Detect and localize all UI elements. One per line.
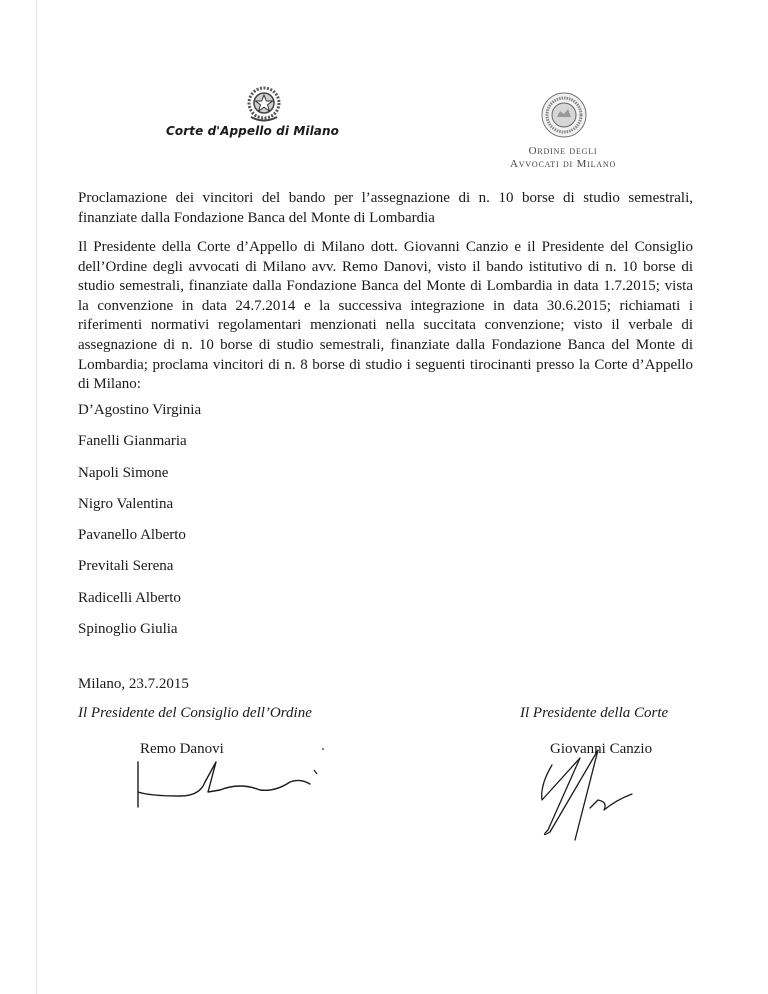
order-name-line1: Ordine degli <box>528 145 598 157</box>
signatory-name-order: Remo Danovi <box>140 741 224 757</box>
document-subject: Proclamazione dei vincitori del bando per l’assegnazione di n. 10 borse di studio semestrali, finanziate dalla Fondazione Banca del Monte di Lombardia <box>78 190 693 226</box>
signatory-role-order: Il Presidente del Consiglio dell’Ordine <box>78 705 312 721</box>
handwritten-signature-left <box>130 752 330 812</box>
signatory-name-court: Giovanni Canzio <box>550 741 653 757</box>
order-name-line2: Avvocati di Milano <box>509 158 617 170</box>
bar-association-seal-icon <box>540 91 588 139</box>
place-and-date: Milano, 23.7.2015 <box>78 676 189 692</box>
bar-association-name <box>482 145 644 171</box>
winner-name: Fanelli Gianmaria <box>78 433 187 450</box>
ink-dot <box>322 748 324 750</box>
winner-name: Radicelli Alberto <box>78 589 181 606</box>
scan-edge-line <box>36 0 37 994</box>
signatory-role-court: Il Presidente della Corte <box>520 705 669 721</box>
court-name: Corte d'Appello di Milano <box>166 124 339 138</box>
winner-name: Pavanello Alberto <box>78 527 186 544</box>
winner-name: Spinoglio Giulia <box>78 621 178 638</box>
winner-name: Nigro Valentina <box>78 495 174 512</box>
handwritten-signature-right <box>520 740 670 845</box>
winners-list <box>78 401 201 651</box>
winner-name: D’Agostino Virginia <box>78 402 202 418</box>
winner-name: Previtali Serena <box>78 558 174 575</box>
winner-name: Napoli Simone <box>78 464 169 481</box>
italian-republic-emblem-icon <box>245 84 283 124</box>
proclamation-paragraph: Il Presidente della Corte d’Appello di Milano dott. Giovanni Canzio e il Presidente del Consiglio dell’Ordine degli avvocati di Milano avv. Remo Danovi, visto il bando istitutivo di n. 10 borse di studio semestrali, finanziate dalla Fondazione Banca del Monte di Lombardia in data 1.7.2015; vista la convenzione in data 24.7.2014 e la successiva integrazione in data 30.6.2015; richiamati i riferimenti normativi regolamentari menzionati nella succitata convenzione; visto il verbale di assegnazione di n. 10 borse di studio semestrali, finanziate dalla Fondazione Banca del Monte di Lombardia; proclama vincitori di n. 8 borse di studio i seguenti tirocinanti presso la Corte d’Appello di Milano: <box>78 239 693 393</box>
